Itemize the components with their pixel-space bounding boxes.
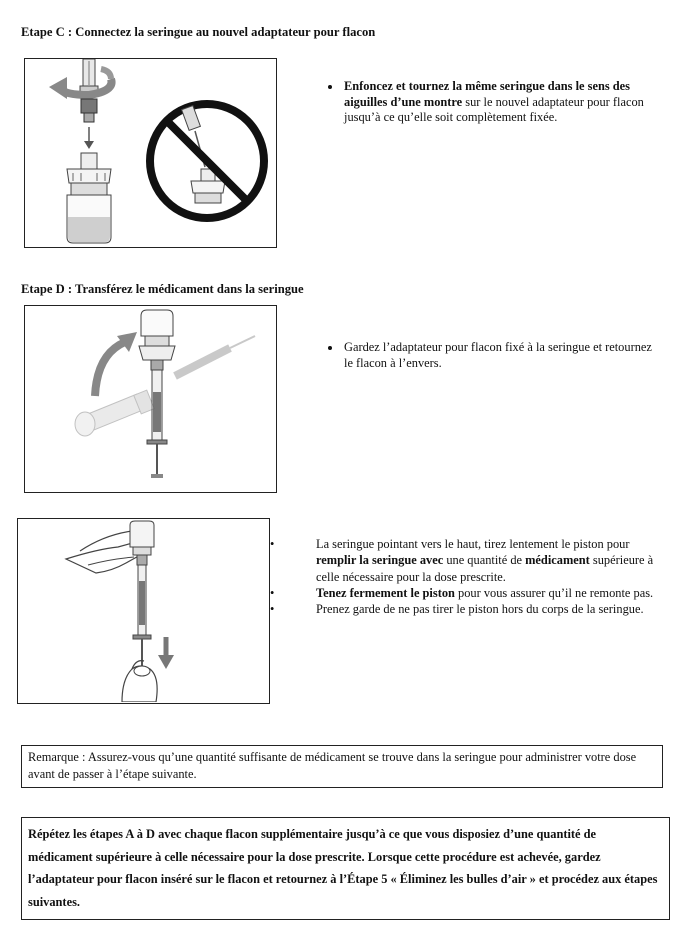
pull-b3-text: Prenez garde de ne pas tirer le piston hors du corps de la seringue. <box>316 602 644 617</box>
repeat-box <box>21 817 670 920</box>
step-c-instructions <box>320 79 655 126</box>
hand-pull-plunger-illustration <box>18 519 268 702</box>
pull-b1-bold-2: médicament <box>525 553 590 568</box>
step-d-pull-instructions <box>270 536 665 617</box>
step-c-text: sur le nouvel adaptateur pour flacon jusqu’à ce qu’elle soit complètement fixée. <box>344 94 644 124</box>
bullet-mark: • <box>270 537 275 551</box>
step-c-bullet <box>342 79 655 126</box>
pull-b1-mid: une quantité de <box>443 553 526 568</box>
pull-b2-post: pour vous assurer qu’il ne remonte pas. <box>454 585 654 600</box>
note-box <box>21 745 663 788</box>
pull-b2-bold: Tenez fermement le piston <box>316 585 455 600</box>
syringe-twist-onto-vial-adapter-illustration <box>25 59 275 246</box>
prohibited-sign-icon <box>150 104 264 218</box>
step-c-bold-text: Enfoncez et tournez la même seringue dans le sens des aiguilles d’une montre <box>344 79 630 109</box>
pull-bullet-2 <box>270 585 665 601</box>
step-d-heading: Etape D : Transférez le médicament dans la seringue <box>21 282 304 296</box>
step-d-pull-figure <box>17 518 270 704</box>
pull-b1-bold-1: remplir la seringue avec <box>316 553 444 568</box>
repeat-text: Répétez les étapes A à D avec chaque flacon supplémentaire jusqu’à ce que vous disposiez d’une quantité de médicament supérieure à celle nécessaire pour la dose prescrite. Lorsque cette procédure est achevée, gardez l’adaptateur pour flacon inséré sur le flacon et retournez à l’Étape 5 « Éliminez les bulles d’air » et procédez aux étapes suivantes. <box>28 827 658 909</box>
step-d-instructions <box>320 340 660 371</box>
step-d-figure <box>24 305 277 493</box>
bullet-mark: • <box>270 602 275 617</box>
invert-vial-illustration <box>25 306 275 491</box>
pull-b1-pre: La seringue pointant vers le haut, tirez lentement le piston pour <box>316 537 630 551</box>
pull-b1-post: supérieure à celle nécessaire pour la dose prescrite. <box>316 553 654 584</box>
bullet-mark: • <box>270 585 275 600</box>
step-d-bullet: • Gardez l’adaptateur pour flacon fixé à la seringue et retournez le flacon à l’envers. <box>342 340 660 371</box>
pull-bullet-1 <box>270 536 665 585</box>
step-c-heading: Etape C : Connectez la seringue au nouvel adaptateur pour flacon <box>21 25 376 39</box>
note-text: Remarque : Assurez-vous qu’une quantité suffisante de médicament se trouve dans la seringue pour administrer votre dose avant de passer à l’étape suivante. <box>28 750 637 781</box>
pull-bullet-3 <box>270 601 665 617</box>
step-c-figure <box>24 58 277 248</box>
